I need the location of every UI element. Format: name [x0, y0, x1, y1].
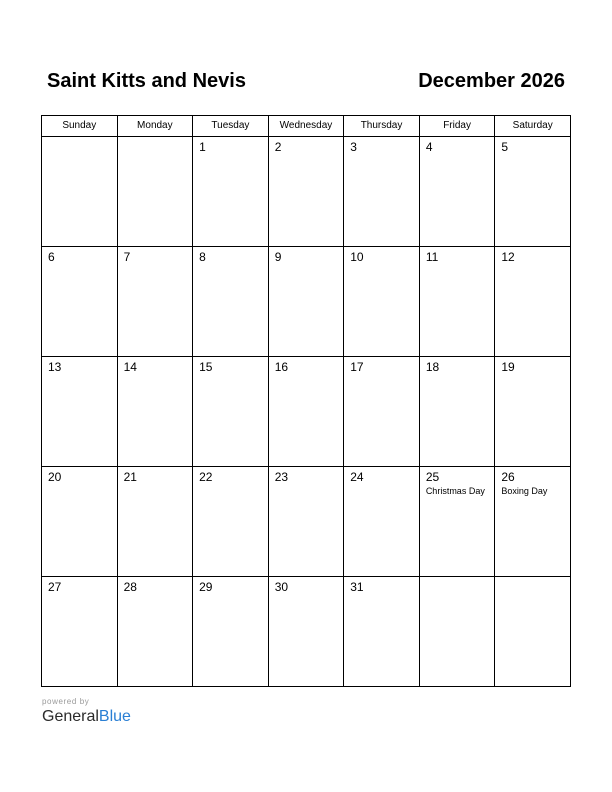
day-number: 29 — [199, 580, 213, 594]
day-number: 13 — [48, 360, 62, 374]
day-cell — [193, 357, 269, 467]
weekday-wednesday: Wednesday — [268, 116, 344, 137]
day-cell — [117, 137, 193, 247]
day-number: 5 — [501, 140, 509, 154]
day-cell — [42, 247, 118, 357]
day-cell — [268, 467, 344, 577]
day-cell — [419, 357, 495, 467]
day-cell — [42, 467, 118, 577]
day-cell — [344, 247, 420, 357]
day-number: 7 — [123, 250, 131, 264]
week-row — [42, 467, 571, 577]
day-cell — [419, 577, 495, 687]
calendar-body — [42, 137, 571, 687]
day-cell — [268, 247, 344, 357]
day-number: 22 — [199, 470, 213, 484]
day-number: 9 — [274, 250, 282, 264]
day-number: 4 — [425, 140, 433, 154]
weekday-saturday: Saturday — [495, 116, 571, 137]
day-cell — [117, 467, 193, 577]
day-number: 18 — [425, 360, 440, 374]
day-cell — [193, 577, 269, 687]
month-title: December 2026 — [418, 70, 565, 92]
day-cell — [193, 247, 269, 357]
day-cell — [495, 577, 571, 687]
weekday-monday: Monday — [117, 116, 193, 137]
day-cell — [419, 137, 495, 247]
holiday-label: Christmas Day — [425, 486, 485, 496]
day-number: 17 — [350, 360, 364, 374]
day-cell — [117, 357, 193, 467]
day-number: 12 — [501, 250, 515, 264]
day-cell — [268, 137, 344, 247]
weekday-thursday: Thursday — [344, 116, 420, 137]
day-cell — [117, 247, 193, 357]
day-number: 26 — [501, 470, 515, 484]
day-number: 10 — [350, 250, 364, 264]
day-number: 21 — [123, 470, 137, 484]
day-number: 14 — [123, 360, 137, 374]
day-number: 28 — [123, 580, 137, 594]
day-cell — [42, 137, 118, 247]
day-cell — [495, 467, 571, 577]
weekday-header-row — [42, 116, 571, 137]
footer — [42, 697, 131, 726]
day-number: 30 — [274, 580, 289, 594]
day-number: 16 — [274, 360, 289, 374]
week-row — [42, 137, 571, 247]
day-cell — [344, 137, 420, 247]
day-cell — [193, 467, 269, 577]
day-cell — [419, 467, 495, 577]
day-number: 31 — [350, 580, 364, 594]
day-cell — [268, 577, 344, 687]
day-cell — [42, 577, 118, 687]
day-number: 1 — [199, 140, 206, 154]
day-number: 24 — [350, 470, 364, 484]
country-title: Saint Kitts and Nevis — [47, 70, 246, 92]
weekday-friday: Friday — [419, 116, 495, 137]
generalblue-logo — [42, 708, 131, 726]
calendar-header — [47, 70, 565, 100]
calendar-grid — [41, 115, 571, 687]
brand-blue: Blue — [98, 708, 131, 725]
weekday-sunday: Sunday — [42, 116, 118, 137]
day-number: 19 — [501, 360, 515, 374]
day-number: 25 — [425, 470, 440, 484]
brand-general: General — [42, 708, 99, 725]
day-cell — [495, 357, 571, 467]
day-cell — [344, 577, 420, 687]
day-number: 23 — [274, 470, 289, 484]
powered-by-text: powered by — [42, 697, 90, 706]
day-number: 20 — [48, 470, 62, 484]
day-cell — [344, 357, 420, 467]
day-cell — [268, 357, 344, 467]
day-number: 6 — [48, 250, 55, 264]
day-cell — [495, 247, 571, 357]
day-number: 2 — [274, 140, 282, 154]
day-cell — [495, 137, 571, 247]
day-cell — [344, 467, 420, 577]
day-number: 15 — [199, 360, 213, 374]
day-number: 27 — [48, 580, 62, 594]
holiday-label: Boxing Day — [501, 486, 548, 496]
day-number: 3 — [350, 140, 357, 154]
day-cell — [117, 577, 193, 687]
weekday-tuesday: Tuesday — [193, 116, 269, 137]
week-row — [42, 357, 571, 467]
day-cell — [193, 137, 269, 247]
day-number: 11 — [425, 250, 439, 264]
week-row — [42, 577, 571, 687]
day-number: 8 — [199, 250, 206, 264]
week-row — [42, 247, 571, 357]
day-cell — [42, 357, 118, 467]
day-cell — [419, 247, 495, 357]
